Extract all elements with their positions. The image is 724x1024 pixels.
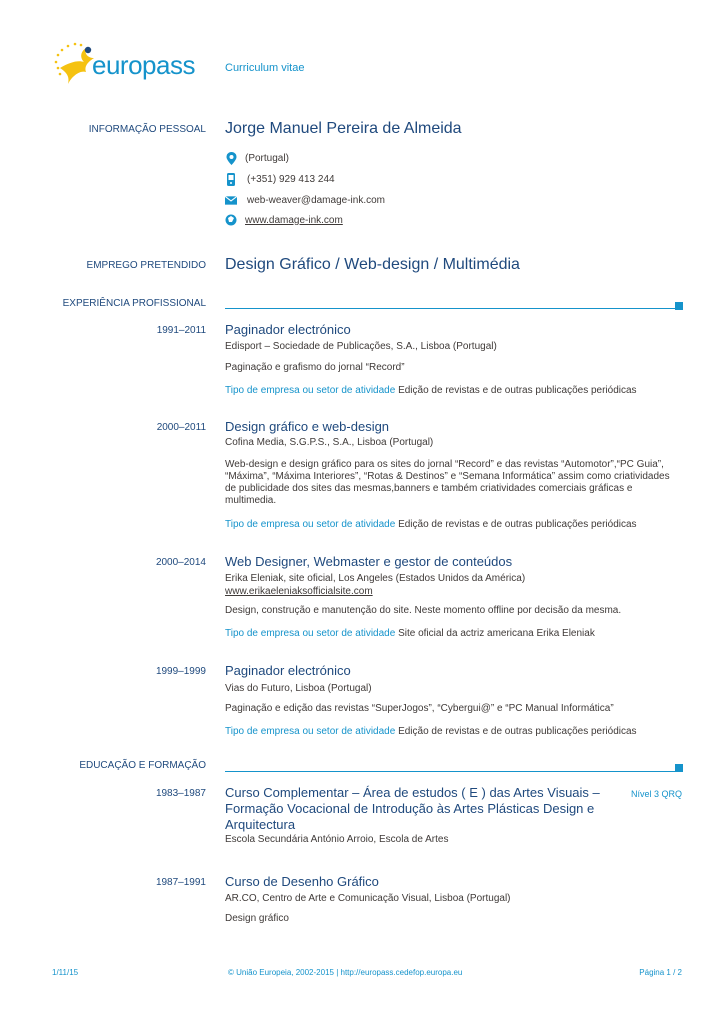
- education-title: Curso de Desenho Gráfico: [225, 874, 379, 889]
- education-level: Nível 3 QRQ: [630, 789, 682, 799]
- section-label-personal: INFORMAÇÃO PESSOAL: [88, 124, 206, 135]
- section-divider: [225, 308, 675, 309]
- experience-sector: [225, 628, 685, 640]
- experience-title: Web Designer, Webmaster e gestor de conteúdos: [225, 554, 513, 569]
- phone-icon: [225, 173, 237, 185]
- experience-dates: 1999–1999: [155, 666, 206, 677]
- logo-text: europass: [92, 50, 195, 80]
- experience-sector: [225, 726, 685, 738]
- section-marker: [675, 302, 683, 310]
- education-dates: 1983–1987: [155, 788, 206, 799]
- website-icon: [225, 214, 237, 226]
- experience-sector: [225, 385, 685, 397]
- footer-copyright[interactable]: © União Europeia, 2002-2015 | http://europass.cedefop.europa.eu: [228, 968, 463, 977]
- job-applied-for: Design Gráfico / Web-design / Multimédia: [225, 256, 520, 273]
- experience-title: Design gráfico e web-design: [225, 419, 390, 434]
- education-description: Design gráfico: [225, 913, 289, 924]
- footer-date: 1/11/15: [52, 968, 79, 977]
- experience-dates: 1991–2011: [156, 325, 206, 336]
- experience-title: Paginador electrónico: [225, 663, 351, 678]
- experience-dates: 2000–2014: [155, 557, 206, 568]
- experience-description: Paginação e grafismo do jornal “Record”: [225, 362, 405, 373]
- sector-label: Tipo de empresa ou setor de atividade: [225, 628, 396, 639]
- contact-phone: [225, 173, 335, 185]
- europass-logo: [50, 40, 210, 90]
- employer-link[interactable]: www.erikaeleniaksofficialsite.com: [225, 586, 373, 597]
- sector-label: Tipo de empresa ou setor de atividade: [225, 519, 396, 530]
- experience-description: Web-design e design gráfico para os sites do jornal “Record” e das revistas “Automotor”,“PC Guia”, “Máxima”, “Máxima Interiores”, “Rotas & Destinos” e “Semana Informática” assim como criatividades de publicidade dos sites das mesmas,banners e também criatividades comerciais gráficas e multimedia.: [225, 459, 670, 506]
- website-link[interactable]: www.damage-ink.com: [245, 214, 343, 226]
- contact-email: [225, 194, 385, 206]
- person-name: Jorge Manuel Pereira de Almeida: [225, 120, 462, 137]
- experience-employer: Vias do Futuro, Lisboa (Portugal): [225, 683, 372, 694]
- section-label-job: EMPREGO PRETENDIDO: [86, 260, 206, 271]
- contact-address: [225, 152, 289, 164]
- contact-website: [225, 214, 343, 226]
- sector-value: Site oficial da actriz americana Erika Eleniak: [398, 628, 595, 639]
- education-school: Escola Secundária António Arroio, Escola de Artes: [225, 834, 449, 845]
- section-label-experience: EXPERIÊNCIA PROFISSIONAL: [62, 298, 206, 309]
- phone-text: (+351) 929 413 244: [247, 173, 335, 185]
- experience-description: Design, construção e manutenção do site. Neste momento offline por decisão da mesma.: [225, 605, 622, 616]
- sector-value: Edição de revistas e de outras publicações periódicas: [398, 385, 637, 396]
- education-title: Curso Complementar – Área de estudos ( E ) das Artes Visuais – Formação Vocacional de Introdução às Artes Plásticas Design e Arquitectura: [225, 785, 600, 832]
- sector-label: Tipo de empresa ou setor de atividade: [225, 726, 396, 737]
- footer-page-number: Página 1 / 2: [639, 968, 682, 977]
- experience-employer: Cofina Media, S.G.P.S., S.A., Lisboa (Portugal): [225, 437, 434, 448]
- section-marker: [675, 764, 683, 772]
- education-school: AR.CO, Centro de Arte e Comunicação Visual, Lisboa (Portugal): [225, 893, 511, 904]
- experience-title: Paginador electrónico: [225, 322, 351, 337]
- section-divider: [225, 771, 675, 772]
- section-label-education: EDUCAÇÃO E FORMAÇÃO: [79, 760, 206, 771]
- sector-label: Tipo de empresa ou setor de atividade: [225, 385, 396, 396]
- document-type: Curriculum vitae: [225, 62, 305, 74]
- education-dates: 1987–1991: [155, 877, 206, 888]
- experience-employer: Erika Eleniak, site oficial, Los Angeles (Estados Unidos da América): [225, 573, 526, 584]
- email-icon: [225, 194, 237, 206]
- experience-sector: [225, 519, 685, 531]
- email-link[interactable]: web-weaver@damage-ink.com: [247, 194, 385, 206]
- experience-dates: 2000–2011: [156, 422, 206, 433]
- address-text: (Portugal): [245, 152, 289, 164]
- location-icon: [225, 152, 237, 164]
- experience-employer: Edisport – Sociedade de Publicações, S.A., Lisboa (Portugal): [225, 341, 497, 352]
- sector-value: Edição de revistas e de outras publicações periódicas: [398, 726, 637, 737]
- experience-description: Paginação e edição das revistas “SuperJogos”, “Cybergui@” e “PC Manual Informática”: [225, 703, 614, 714]
- sector-value: Edição de revistas e de outras publicações periódicas: [398, 519, 637, 530]
